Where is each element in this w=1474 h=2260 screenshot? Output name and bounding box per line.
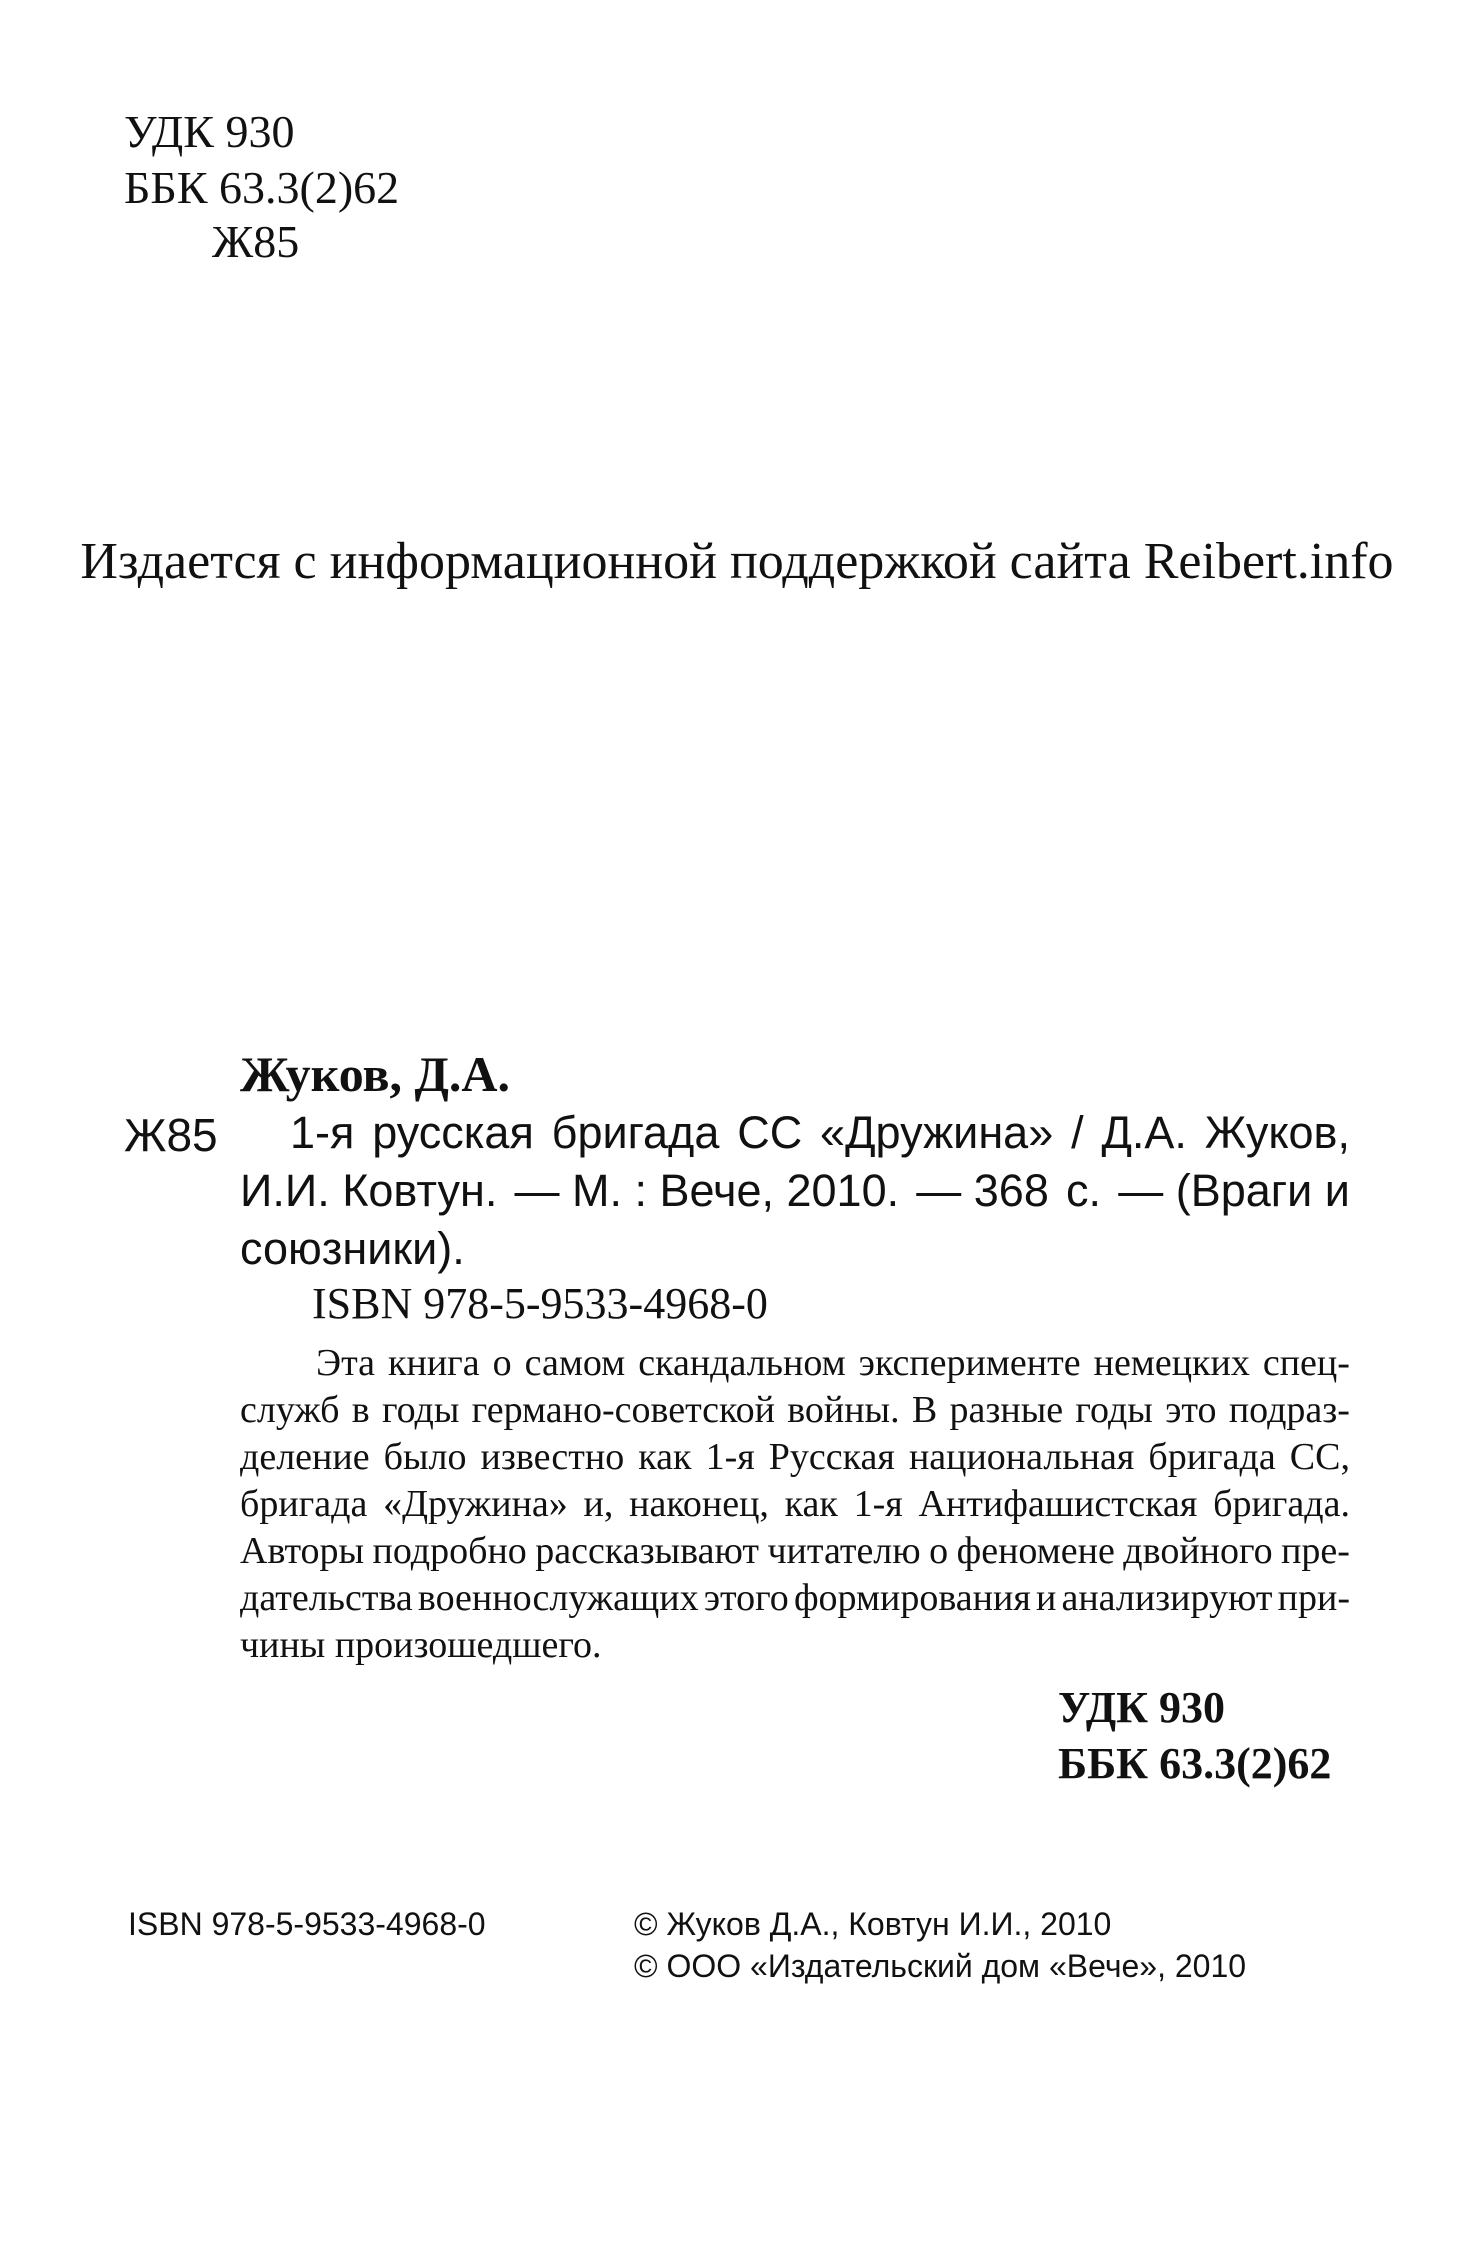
- card-author: Жуков, Д.А.: [240, 1046, 511, 1102]
- card-description-segment: с.: [1066, 1165, 1102, 1216]
- author-mark-top: Ж85: [212, 216, 300, 267]
- card-description: [240, 1104, 1350, 1278]
- card-description-segment: — М. : Вече, 2010.: [514, 1165, 900, 1216]
- bbk-code-top: ББК 63.3(2)62: [124, 162, 400, 213]
- card-description-segment: — (Враги и: [1118, 1165, 1350, 1216]
- annotation-paragraph: [240, 1340, 1350, 1669]
- card-description-segment: союзники).: [240, 1223, 465, 1274]
- copyright-authors: © Жуков Д.А., Ковтун И.И., 2010: [634, 1906, 1112, 1942]
- copyright-publisher: © ООО «Издательский дом «Вече», 2010: [634, 1948, 1247, 1984]
- annotation-line: Эта книга о самом скандальном эксперименте немецких спец-: [316, 1342, 1350, 1384]
- bbk-code-bottom: ББК 63.3(2)62: [1058, 1739, 1332, 1788]
- udk-code-bottom: УДК 930: [1058, 1683, 1226, 1732]
- footer-isbn: ISBN 978-5-9533-4968-0: [128, 1906, 486, 1942]
- annotation-line: Авторы подробно рассказывают читателю о феномене двойного пре-: [240, 1530, 1350, 1572]
- card-description-line: 1-я русская бригада СС «Дружина» / Д.А. Жуков,: [290, 1107, 1350, 1158]
- annotation-line: дательства военнослужащих этого формирования и анализируют при-: [240, 1577, 1350, 1619]
- card-description-line: [240, 1220, 1350, 1278]
- annotation-line: служб в годы германо-советской войны. В разные годы это подраз-: [240, 1389, 1350, 1431]
- annotation-line: деление было известно как 1-я Русская национальная бригада СС,: [240, 1436, 1350, 1478]
- card-description-segment: — 368: [916, 1165, 1049, 1216]
- card-author-mark: Ж85: [124, 1109, 218, 1161]
- annotation-line: бригада «Дружина» и, наконец, как 1-я Антифашистская бригада.: [240, 1483, 1350, 1525]
- annotation-line: чины произошедшего.: [240, 1624, 602, 1666]
- support-line: Издается с информационной поддержкой сайта Reibert.info: [80, 533, 1394, 590]
- card-description-segment: И.И. Ковтун.: [240, 1165, 498, 1216]
- udk-code-top: УДК 930: [124, 106, 295, 157]
- card-description-line: [240, 1162, 1350, 1220]
- card-isbn: ISBN 978-5-9533-4968-0: [312, 1279, 768, 1328]
